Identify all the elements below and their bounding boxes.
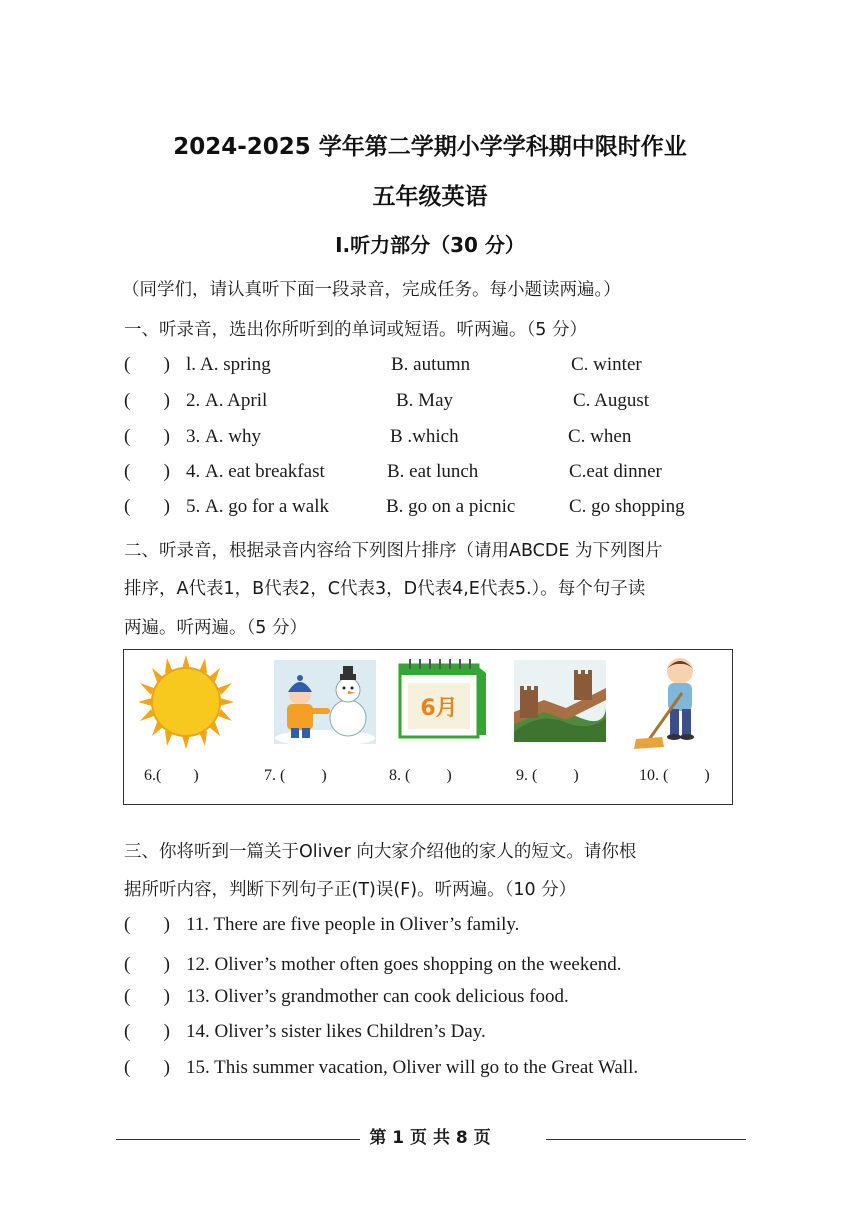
- answer-blank[interactable]: ( ): [124, 914, 170, 935]
- option-b: B. eat lunch: [387, 461, 479, 482]
- great-wall-icon: [514, 660, 606, 742]
- option-a: A. why: [205, 426, 261, 447]
- picture-answer-7[interactable]: 7. ( ): [264, 767, 327, 784]
- option-b: B. autumn: [391, 354, 471, 375]
- answer-blank[interactable]: ( ): [124, 954, 170, 975]
- answer-blank[interactable]: ( ): [124, 390, 170, 411]
- option-c: C. go shopping: [569, 496, 685, 517]
- part2-heading-line3: 两遍。听两遍。（5 分）: [124, 618, 307, 638]
- question-number: l.: [186, 354, 197, 375]
- option-c: C.eat dinner: [569, 461, 662, 482]
- picture-answer-6[interactable]: 6.( ): [144, 767, 199, 784]
- answer-blank[interactable]: ( ): [124, 426, 170, 447]
- part3-heading-line2: 据所听内容，判断下列句子正(T)误(F)。听两遍。（10 分）: [124, 880, 577, 900]
- page-number: 第 1 页 共 8 页: [369, 1128, 491, 1148]
- part2-heading-line2: 排序，A代表1，B代表2，C代表3，D代表4,E代表5.）。每个句子读: [124, 579, 646, 599]
- option-a: A. spring: [200, 354, 271, 375]
- statement-text: 13. Oliver’s grandmother can cook delicious food.: [186, 986, 569, 1007]
- option-b: B. May: [396, 390, 453, 411]
- instructions-note: （同学们，请认真听下面一段录音，完成任务。每小题读两遍。）: [122, 280, 621, 300]
- picture-answer-10[interactable]: 10. ( ): [639, 767, 710, 784]
- option-c: C. August: [573, 390, 650, 411]
- part2-heading-line1: 二、听录音，根据录音内容给下列图片排序（请用ABCDE 为下列图片: [124, 541, 663, 561]
- boy-sweeping-icon: [632, 653, 716, 753]
- option-a: A. go for a walk: [205, 496, 329, 517]
- page-subtitle: 五年级英语: [372, 184, 488, 210]
- snowman-icon: [274, 660, 376, 744]
- answer-blank[interactable]: ( ): [124, 1021, 170, 1042]
- answer-blank[interactable]: ( ): [124, 1057, 170, 1078]
- question-number: 4.: [186, 461, 201, 482]
- question-number: 2.: [186, 390, 201, 411]
- answer-blank[interactable]: ( ): [124, 496, 170, 517]
- statement-text: 15. This summer vacation, Oliver will go to the Great Wall.: [186, 1057, 639, 1078]
- option-a: A. eat breakfast: [205, 461, 325, 482]
- answer-blank[interactable]: ( ): [124, 461, 170, 482]
- statement-text: 14. Oliver’s sister likes Children’s Day.: [186, 1021, 486, 1042]
- calendar-label: 6月: [420, 696, 458, 721]
- question-number: 3.: [186, 426, 201, 447]
- answer-blank[interactable]: ( ): [124, 986, 170, 1007]
- part3-heading-line1: 三、你将听到一篇关于Oliver 向大家介绍他的家人的短文。请你根: [124, 842, 637, 862]
- option-b: B .which: [390, 426, 459, 447]
- option-c: C. winter: [571, 354, 642, 375]
- part1-heading: 一、听录音，选出你所听到的单词或短语。听两遍。（5 分）: [124, 320, 587, 340]
- calendar-icon: [396, 655, 488, 741]
- answer-blank[interactable]: ( ): [124, 354, 170, 375]
- picture-answer-9[interactable]: 9. ( ): [516, 767, 579, 784]
- question-number: 5.: [186, 496, 201, 517]
- statement-text: 11. There are five people in Oliver’s family.: [186, 914, 520, 935]
- option-b: B. go on a picnic: [386, 496, 516, 517]
- option-a: A. April: [205, 390, 268, 411]
- sun-icon: [134, 655, 238, 749]
- picture-ordering-box: [123, 649, 733, 805]
- footer-rule-right: [546, 1139, 746, 1140]
- section-title-listening: Ⅰ.听力部分（30 分）: [335, 233, 525, 257]
- statement-text: 12. Oliver’s mother often goes shopping on the weekend.: [186, 954, 622, 975]
- page-title: 2024-2025 学年第二学期小学学科期中限时作业: [173, 134, 687, 160]
- option-c: C. when: [568, 426, 632, 447]
- picture-answer-8[interactable]: 8. ( ): [389, 767, 452, 784]
